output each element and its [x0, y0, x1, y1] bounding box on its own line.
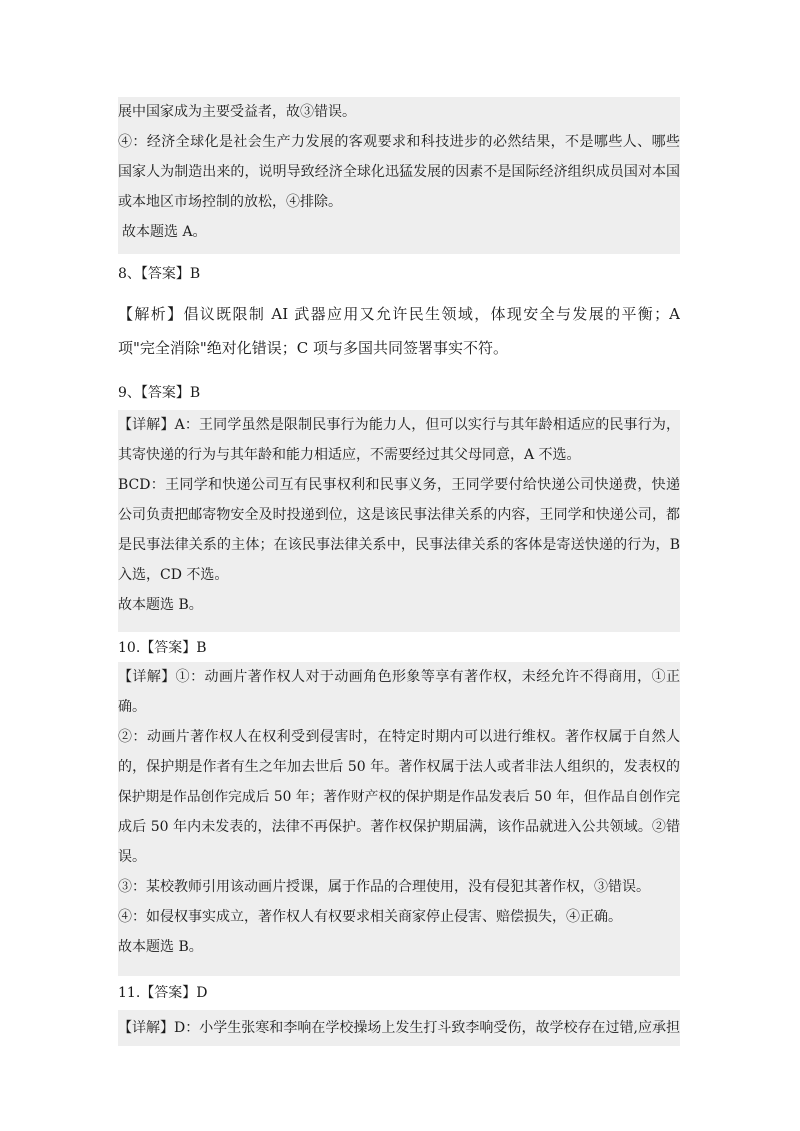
text-line: ③：某校教师引用该动画片授课，属于作品的合理使用，没有侵犯其著作权，③错误。: [118, 879, 650, 895]
answer-explanation-block-8: [118, 297, 680, 367]
text-line: 成后 50 年内未发表的，法律不再保护。著作权保护期届满，该作品就进入公共领域。②错: [118, 819, 680, 835]
text-line: ④：如侵权事实成立，著作权人有权要求相关商家停止侵害、赔偿损失，④正确。: [118, 909, 622, 925]
text-line: ②：动画片著作权人在权利受到侵害时，在特定时期内可以进行维权。著作权属于自然人: [118, 729, 680, 745]
text-line: 保护期是作品创作完成后 50 年；著作财产权的保护期是作品发表后 50 年，但作品自创作完: [118, 789, 680, 805]
text-line: 或本地区市场控制的放松，④排除。: [118, 194, 342, 210]
text-line: 【详解】D：小学生张寒和李响在学校操场上发生打斗致李响受伤，故学校存在过错,应承担: [118, 1020, 680, 1036]
text-line: 入选，CD 不选。: [118, 567, 229, 583]
text-line: 确。: [118, 699, 146, 715]
text-line: 是民事法律关系的主体；在该民事法律关系中，民事法律关系的客体是寄送快递的行为，B: [118, 537, 680, 553]
text-line: 的，保护期是作者有生之年加去世后 50 年。著作权属于法人或者非法人组织的，发表权的: [118, 759, 680, 775]
text-line: 误。: [118, 849, 146, 865]
text-line: 展中国家成为主要受益者，故③错误。: [118, 104, 356, 120]
text-line: ④：经济全球化是社会生产力发展的客观要求和科技进步的必然结果，不是哪些人、哪些: [118, 134, 680, 150]
text-line: 公司负责把邮寄物安全及时投递到位，这是该民事法律关系的内容，王同学和快递公司，都: [118, 507, 680, 523]
text-line: 故本题选 B。: [118, 597, 203, 613]
text-line: 其寄快递的行为与其年龄和能力相适应，不需要经过其父母同意，A 不选。: [118, 447, 581, 463]
text-line: BCD：王同学和快递公司互有民事权利和民事义务，王同学要付给快递公司快递费，快递: [118, 477, 680, 493]
text-line: 【详解】A：王同学虽然是限制民事行为能力人，但可以实行与其年龄相适应的民事行为，: [118, 417, 680, 433]
text-line: 故本题选 A。: [122, 224, 207, 240]
answer-heading-11: 11.【答案】D: [118, 985, 208, 1001]
text-line: 国家人为制造出来的，说明导致经济全球化迅猛发展的因素不是国际经济组织成员国对本国: [118, 164, 680, 180]
answer-explanation-block-7: [118, 97, 680, 254]
answer-explanation-block-11: [118, 1010, 680, 1046]
text-line: 项"完全消除"绝对化错误；C 项与多国共同签署事实不符。: [118, 339, 509, 357]
answer-heading-9: 9、【答案】B: [118, 385, 201, 401]
answer-explanation-block-10: [118, 662, 680, 976]
answer-explanation-block-9: [118, 410, 680, 632]
text-line: 故本题选 B。: [118, 939, 203, 955]
text-line: 【解析】倡议既限制 AI 武器应用又允许民生领域，体现安全与发展的平衡；A: [118, 305, 680, 323]
answer-heading-8: 8、【答案】B: [118, 266, 201, 282]
answer-heading-10: 10.【答案】B: [118, 640, 207, 656]
text-line: 【详解】①：动画片著作权人对于动画角色形象等享有著作权，未经允许不得商用，①正: [118, 669, 680, 685]
